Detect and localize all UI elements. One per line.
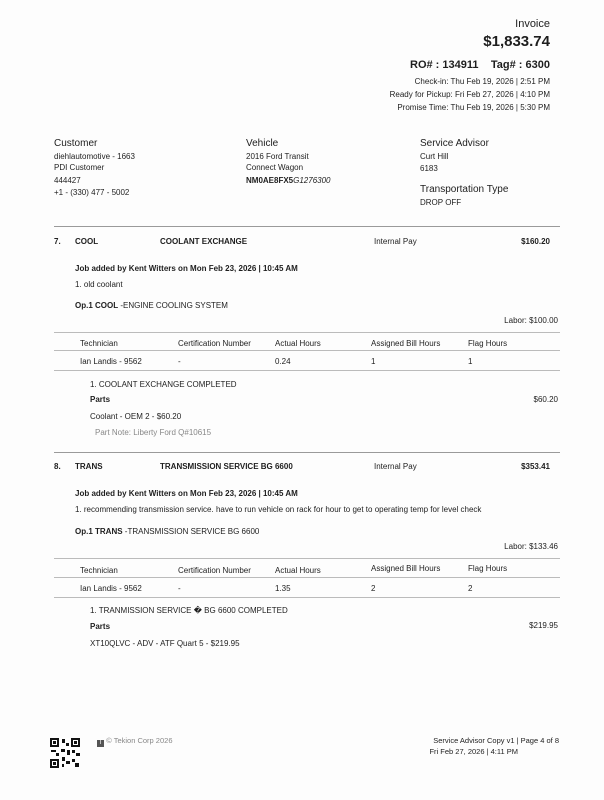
cell-certification: - — [178, 584, 181, 593]
advisor-name: Curt Hill — [420, 152, 449, 161]
invoice-total: $1,833.74 — [483, 33, 550, 50]
vehicle-vin — [246, 176, 331, 185]
parts-total: $219.95 — [529, 621, 558, 630]
job-number: 7. — [54, 237, 61, 246]
job-operation — [75, 527, 259, 536]
col-technician: Technician — [80, 566, 118, 575]
part-note: Part Note: Liberty Ford Q#10615 — [95, 428, 212, 437]
vehicle-heading: Vehicle — [246, 138, 279, 149]
job-completed: 1. TRANMISSION SERVICE � BG 6600 COMPLETED — [90, 606, 288, 615]
col-flag-hours: Flag Hours — [468, 339, 508, 348]
op-code: Op.1 TRANS — [75, 527, 123, 536]
vehicle-model: 2016 Ford Transit — [246, 152, 309, 161]
cell-assigned-hours: 2 — [371, 584, 376, 593]
vin-prefix: NM0AE8FX5 — [246, 176, 294, 185]
customer-name: diehlautomotive - 1663 — [54, 152, 135, 161]
part-line: Coolant - OEM 2 - $60.20 — [90, 412, 182, 421]
vehicle-submodel: Connect Wagon — [246, 163, 304, 172]
ro-number: RO# : 134911 — [410, 59, 479, 71]
job-pay-type: Internal Pay — [374, 462, 417, 471]
part-line: XT10QLVC - ADV - ATF Quart 5 - $219.95 — [90, 639, 240, 648]
col-certification: Certification Number — [178, 339, 251, 348]
advisor-heading: Service Advisor — [420, 138, 489, 149]
job-concern: 1. recommending transmission service. have to run vehicle on rack for hour to get to operating temp for level check — [75, 505, 482, 514]
col-technician: Technician — [80, 339, 118, 348]
job-pay-type: Internal Pay — [374, 237, 417, 246]
job-amount: $160.20 — [521, 237, 550, 246]
job-code: TRANS — [75, 462, 103, 471]
table-bottom-line — [54, 597, 560, 598]
customer-heading: Customer — [54, 138, 98, 149]
document-type: Invoice — [515, 18, 550, 30]
col-assigned-hours: Assigned Bill Hours — [371, 564, 441, 573]
op-code: Op.1 COOL — [75, 301, 119, 310]
table-bottom-line — [54, 370, 560, 371]
advisor-id: 6183 — [420, 164, 438, 173]
job-title: TRANSMISSION SERVICE BG 6600 — [160, 462, 293, 471]
cell-assigned-hours: 1 — [371, 357, 376, 366]
col-certification: Certification Number — [178, 566, 251, 575]
parts-total: $60.20 — [533, 395, 558, 404]
footer-copyright: © Tekion Corp 2026 — [106, 736, 173, 745]
table-top-line — [54, 332, 560, 333]
col-flag-hours: Flag Hours — [468, 564, 508, 573]
op-desc: -TRANSMISSION SERVICE BG 6600 — [122, 527, 260, 536]
ready-time: Ready for Pickup: Fri Feb 27, 2026 | 4:10 PM — [389, 90, 550, 99]
parts-label: Parts — [90, 395, 111, 404]
footer-brand — [97, 736, 173, 747]
col-actual-hours: Actual Hours — [275, 339, 321, 348]
customer-phone: +1 - (330) 477 - 5002 — [54, 188, 130, 197]
cell-technician: Ian Landis - 9562 — [80, 357, 142, 366]
cell-flag-hours: 1 — [468, 357, 473, 366]
col-actual-hours: Actual Hours — [275, 566, 321, 575]
cell-actual-hours: 0.24 — [275, 357, 291, 366]
job-title: COOLANT EXCHANGE — [160, 237, 248, 246]
vin-suffix: G1276300 — [293, 176, 331, 185]
cell-certification: - — [178, 357, 181, 366]
job-added-by: Job added by Kent Witters on Mon Feb 23, 2026 | 10:45 AM — [75, 489, 298, 498]
job-number: 8. — [54, 462, 61, 471]
transport-heading: Transportation Type — [420, 184, 509, 195]
footer-printed: Fri Feb 27, 2026 | 4:11 PM — [429, 747, 518, 756]
job-divider — [54, 452, 560, 453]
customer-type: PDI Customer — [54, 163, 105, 172]
qr-code — [50, 738, 80, 768]
tag-number: Tag# : 6300 — [490, 59, 550, 71]
tekion-logo-icon: T — [98, 740, 103, 746]
job-amount: $353.41 — [521, 462, 550, 471]
job-code: COOL — [75, 237, 99, 246]
cell-actual-hours: 1.35 — [275, 584, 291, 593]
col-assigned-hours: Assigned Bill Hours — [371, 339, 441, 348]
cell-technician: Ian Landis - 9562 — [80, 584, 142, 593]
job-divider — [54, 226, 560, 227]
customer-id: 444427 — [54, 176, 81, 185]
parts-label: Parts — [90, 622, 111, 631]
labor-total: Labor: $133.46 — [504, 542, 558, 551]
op-desc: -ENGINE COOLING SYSTEM — [118, 301, 228, 310]
transport-type: DROP OFF — [420, 198, 462, 207]
footer-copy-info: Service Advisor Copy v1 | Page 4 of 8 — [433, 736, 559, 745]
table-top-line — [54, 558, 560, 559]
checkin-time: Check-in: Thu Feb 19, 2026 | 2:51 PM — [414, 77, 550, 86]
job-operation — [75, 301, 228, 310]
job-added-by: Job added by Kent Witters on Mon Feb 23, 2026 | 10:45 AM — [75, 264, 298, 273]
table-header-line — [54, 577, 560, 578]
promise-time: Promise Time: Thu Feb 19, 2026 | 5:30 PM — [397, 103, 550, 112]
job-concern: 1. old coolant — [75, 280, 123, 289]
cell-flag-hours: 2 — [468, 584, 473, 593]
job-completed: 1. COOLANT EXCHANGE COMPLETED — [90, 380, 237, 389]
table-header-line — [54, 350, 560, 351]
labor-total: Labor: $100.00 — [504, 316, 558, 325]
